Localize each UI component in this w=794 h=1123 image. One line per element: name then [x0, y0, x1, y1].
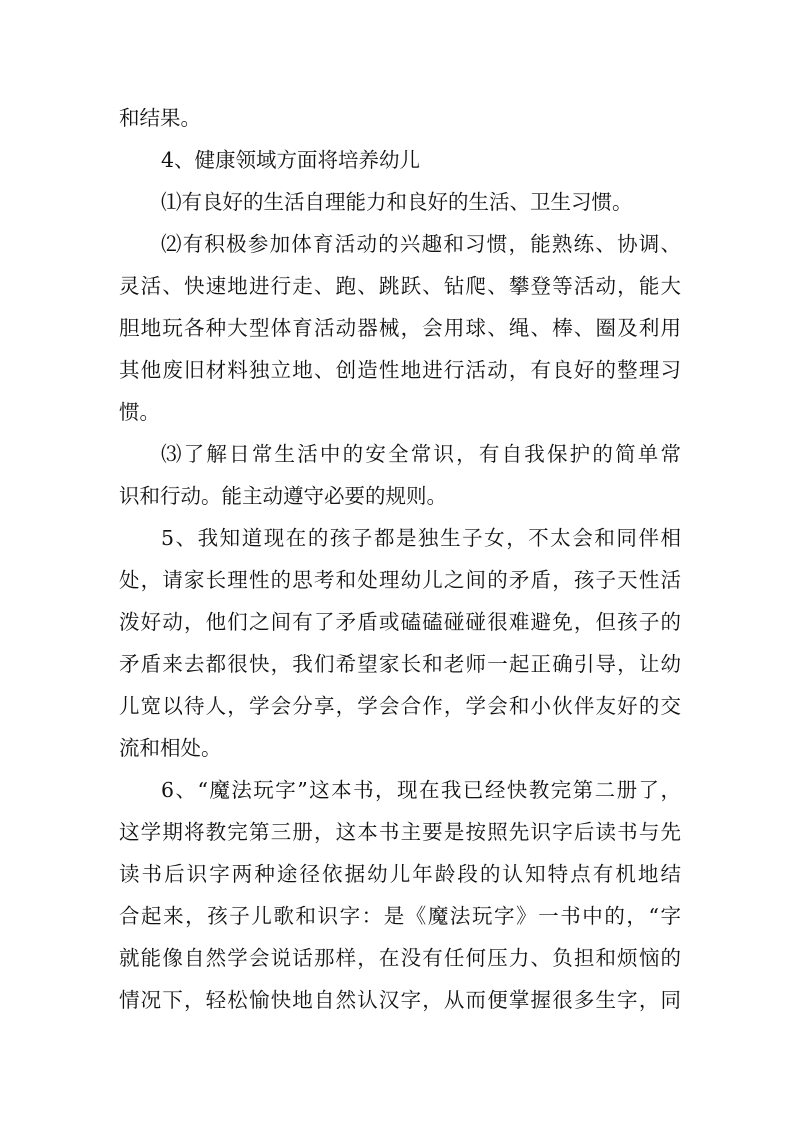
text-line: 这学期将教完第三册，这本书主要是按照先识字后读书与先 — [119, 820, 681, 844]
text-line: 矛盾来去都很快，我们希望家长和老师一起正确引导，让幼 — [119, 652, 681, 676]
text-line: 胆地玩各种大型体育活动器械，会用球、绳、棒、圈及利用 — [119, 316, 681, 340]
text-line: 就能像自然学会说话那样，在没有任何压力、负担和烦恼的 — [119, 946, 681, 970]
text-line: 其他废旧材料独立地、创造性地进行活动，有良好的整理习 — [119, 358, 681, 382]
text-line: 4、健康领域方面将培养幼儿 — [161, 148, 421, 172]
text-line: 5、我知道现在的孩子都是独生子女，不太会和同伴相 — [161, 526, 681, 550]
text-line: ⑴有良好的生活自理能力和良好的生活、卫生习惯。 — [161, 190, 633, 214]
text-line: 灵活、快速地进行走、跑、跳跃、钻爬、攀登等活动，能大 — [119, 274, 681, 298]
text-line: 处，请家长理性的思考和处理幼儿之间的矛盾，孩子天性活 — [119, 568, 681, 592]
text-line: ⑵有积极参加体育活动的兴趣和习惯，能熟练、协调、 — [161, 232, 681, 256]
text-line: 流和相处。 — [119, 736, 222, 760]
text-line: 读书后识字两种途径依据幼儿年龄段的认知特点有机地结 — [119, 862, 681, 886]
text-line: ⑶了解日常生活中的安全常识，有自我保护的简单常 — [161, 442, 681, 466]
text-line: 和结果。 — [119, 106, 201, 130]
text-line: 儿宽以待人，学会分享，学会合作，学会和小伙伴友好的交 — [119, 694, 681, 718]
text-line: 惯。 — [119, 400, 160, 424]
document-body — [119, 97, 681, 1021]
text-line: 泼好动，他们之间有了矛盾或磕磕碰碰很难避免，但孩子的 — [119, 610, 681, 634]
text-line: 合起来，孩子儿歌和识字：是《魔法玩字》一书中的，“字 — [119, 904, 681, 928]
text-line: 情况下，轻松愉快地自然认汉字，从而便掌握很多生字，同 — [119, 988, 681, 1012]
text-line: 识和行动。能主动遵守必要的规则。 — [119, 484, 447, 508]
text-line: 6、“魔法玩字”这本书，现在我已经快教完第二册了， — [161, 778, 681, 802]
